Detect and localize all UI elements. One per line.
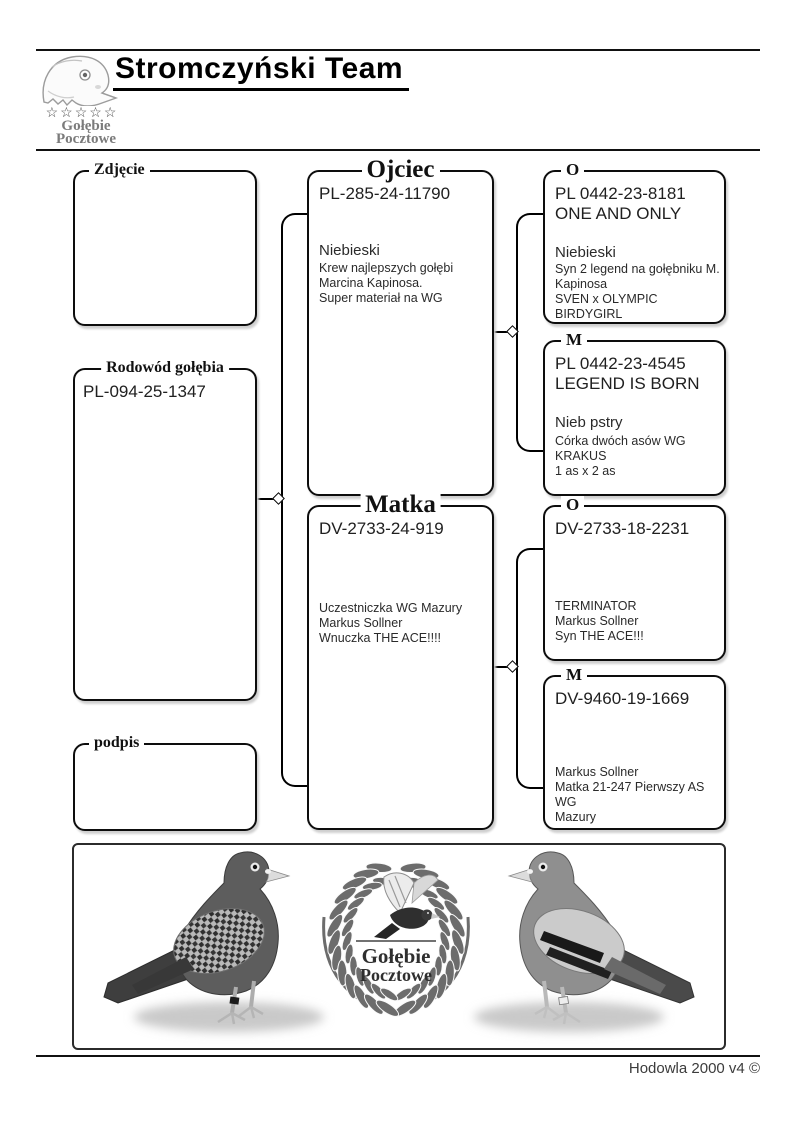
description-line: TERMINATOR <box>555 599 637 613</box>
right-pigeon-icon <box>474 852 694 1032</box>
mother-box <box>307 491 494 830</box>
grandmother-maternal-box <box>543 665 726 830</box>
connector-father-to-grandparents <box>516 213 545 452</box>
software-credit: Hodowla 2000 v4 © <box>628 1060 760 1077</box>
grandparent-ring-number <box>555 184 718 224</box>
description-line: Markus Sollner <box>555 614 639 628</box>
description-line: Markus Sollner <box>319 616 403 630</box>
ring-line: PL 0442-23-8181 <box>555 184 686 203</box>
description-line: Marcina Kapinosa. <box>319 276 423 290</box>
description-line: Mazury <box>555 810 596 824</box>
connector-mother-to-grandparents <box>516 548 545 789</box>
grandparent-color: Nieb pstry <box>555 414 623 431</box>
footer-rule <box>36 1055 760 1057</box>
father-box-label: Ojciec <box>361 157 439 182</box>
grandparent-color: Niebieski <box>555 244 616 261</box>
name-line: LEGEND IS BORN <box>555 374 700 393</box>
grandmother-paternal-box <box>543 330 726 496</box>
photo-box <box>73 161 257 326</box>
description-line: Syn THE ACE!!! <box>555 629 644 643</box>
grandparent-description <box>555 262 720 322</box>
father-ring-number: PL-285-24-11790 <box>319 184 451 203</box>
description-line: WG <box>555 795 577 809</box>
bird-pedigree-label: Rodowód gołębia <box>101 360 229 376</box>
description-line: Kapinosa <box>555 277 608 291</box>
bird-ring-number: PL-094-25-1347 <box>83 382 206 401</box>
description-line: Matka 21-247 Pierwszy AS <box>555 780 705 794</box>
description-line: 1 as x 2 as <box>555 464 616 478</box>
description-line: Super materiał na WG <box>319 291 443 305</box>
grandparent-description <box>555 434 720 479</box>
description-line: Krew najlepszych gołębi <box>319 261 454 275</box>
grandfather-paternal-label: O <box>561 161 584 178</box>
father-box <box>307 156 494 496</box>
grandparent-ring-number <box>555 519 718 539</box>
grandfather-paternal-box <box>543 160 726 324</box>
grandparent-description <box>555 765 720 825</box>
ring-line: DV-2733-18-2231 <box>555 519 690 538</box>
description-line: Syn 2 legend na gołębniku M. <box>555 262 720 276</box>
father-description <box>319 261 488 306</box>
grandmother-paternal-label: M <box>561 331 587 348</box>
top-rule <box>36 49 760 51</box>
description-line: Markus Sollner <box>555 765 639 779</box>
grandparent-description <box>555 599 720 644</box>
description-line: Wnuczka THE ACE!!!! <box>319 631 442 645</box>
mother-box-label: Matka <box>360 492 441 517</box>
mother-description <box>319 601 488 646</box>
grandfather-maternal-box <box>543 495 726 661</box>
description-line: Uczestniczka WG Mazury <box>319 601 463 615</box>
logo-text-line1: Gołębie <box>61 118 111 134</box>
logo-text-line2: Pocztowe <box>56 131 116 147</box>
banner-graphic <box>74 845 724 1048</box>
banner-image <box>72 843 726 1050</box>
description-line: KRAKUS <box>555 449 607 463</box>
grandparent-ring-number <box>555 689 718 709</box>
left-pigeon-icon <box>104 852 324 1032</box>
name-line: ONE AND ONLY <box>555 204 682 223</box>
ring-line: DV-9460-19-1669 <box>555 689 690 708</box>
logo-stars: ☆☆☆☆☆ <box>45 104 119 120</box>
signature-box <box>73 734 257 831</box>
ring-line: PL 0442-23-4545 <box>555 354 686 373</box>
flying-pigeon-icon <box>374 873 440 939</box>
signature-box-label: podpis <box>89 735 144 751</box>
header-bottom-rule <box>36 149 760 151</box>
connector-bird-to-parents <box>281 213 309 787</box>
bird-pedigree-box <box>73 359 257 701</box>
mother-ring-number: DV-2733-24-919 <box>319 519 444 538</box>
grandfather-maternal-label: O <box>561 496 584 513</box>
photo-box-label: Zdjęcie <box>89 162 150 178</box>
description-line: Córka dwóch asów WG <box>555 434 686 448</box>
father-color: Niebieski <box>319 242 380 259</box>
page-title: Stromczyński Team <box>113 52 409 91</box>
grandparent-ring-number <box>555 354 718 394</box>
description-line: SVEN x OLYMPIC BIRDYGIRL <box>555 292 658 321</box>
grandmother-maternal-label: M <box>561 666 587 683</box>
wreath-text-line2: Pocztowe <box>360 965 432 985</box>
wreath-text-line1: Gołębie <box>361 944 431 968</box>
